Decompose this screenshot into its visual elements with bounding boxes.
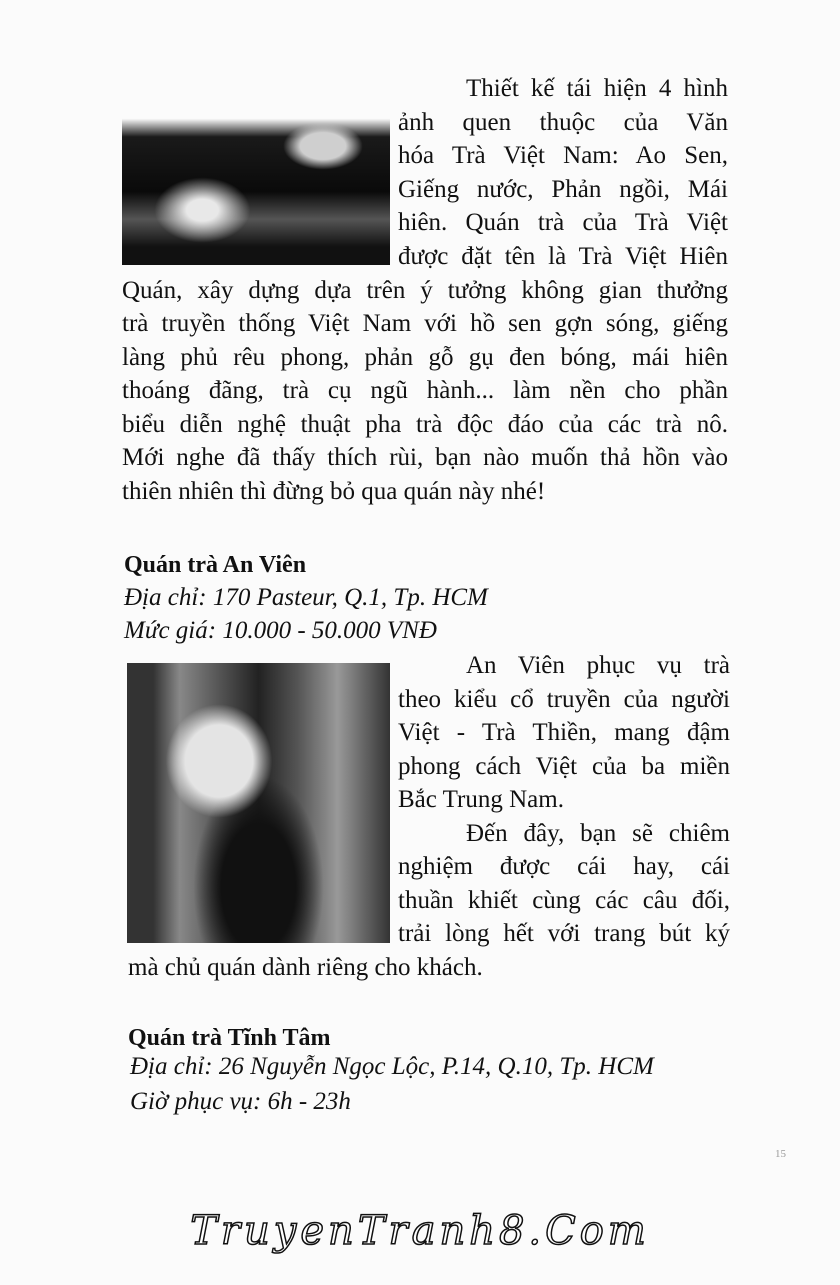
- address: Địa chỉ: 170 Pasteur, Q.1, Tp. HCM: [124, 584, 488, 611]
- text-line: Giếng nước, Phản ngồi, Mái: [398, 176, 728, 203]
- text-line: mà chủ quán dành riêng cho khách.: [128, 954, 483, 981]
- opening-hours: Giờ phục vụ: 6h - 23h: [130, 1088, 351, 1115]
- page-number: 15: [775, 1148, 786, 1160]
- text-line: phong cách Việt của ba miền: [398, 753, 730, 780]
- text-line: biểu diễn nghệ thuật pha trà độc đáo của các trà nô.: [122, 411, 728, 438]
- text-line: trải lòng hết với trang bút ký: [398, 920, 730, 947]
- text-line: Việt - Trà Thiền, mang đậm: [398, 719, 730, 746]
- text-line: Thiết kế tái hiện 4 hình: [466, 75, 728, 102]
- text-line: hiên. Quán trà của Trà Việt: [398, 209, 728, 236]
- an-vien-entrance-photo: [127, 663, 390, 943]
- text-line: được đặt tên là Trà Việt Hiên: [398, 243, 728, 270]
- text-line: Quán, xây dựng dựa trên ý tưởng không gian thưởng: [122, 277, 728, 304]
- text-line: theo kiểu cổ truyền của người: [398, 686, 730, 713]
- text-line: Đến đây, bạn sẽ chiêm: [466, 820, 730, 847]
- text-line: Bắc Trung Nam.: [398, 786, 564, 813]
- text-line: ảnh quen thuộc của Văn: [398, 109, 728, 136]
- text-line: thiên nhiên thì đừng bỏ qua quán này nhé!: [122, 478, 546, 505]
- address: Địa chỉ: 26 Nguyễn Ngọc Lộc, P.14, Q.10, Tp. HCM: [130, 1053, 654, 1080]
- section-title: Quán trà An Viên: [124, 552, 307, 578]
- text-line: hóa Trà Việt Nam: Ao Sen,: [398, 142, 728, 169]
- text-line: thuần khiết cùng các câu đối,: [398, 887, 730, 914]
- tea-house-photo: [122, 82, 390, 265]
- text-line: trà truyền thống Việt Nam với hồ sen gợn sóng, giếng: [122, 310, 728, 337]
- watermark: TruyenTranh8.Com: [190, 1208, 650, 1254]
- text-line: Mới nghe đã thấy thích rùi, bạn nào muốn thả hồn vào: [122, 444, 728, 471]
- text-line: An Viên phục vụ trà: [466, 652, 730, 679]
- price-range: Mức giá: 10.000 - 50.000 VNĐ: [124, 617, 437, 644]
- text-line: thoáng đãng, trà cụ ngũ hành... làm nền cho phần: [122, 377, 728, 404]
- text-line: nghiệm được cái hay, cái: [398, 853, 730, 880]
- text-line: làng phủ rêu phong, phản gỗ gụ đen bóng, mái hiên: [122, 344, 728, 371]
- section-title: Quán trà Tĩnh Tâm: [128, 1025, 331, 1051]
